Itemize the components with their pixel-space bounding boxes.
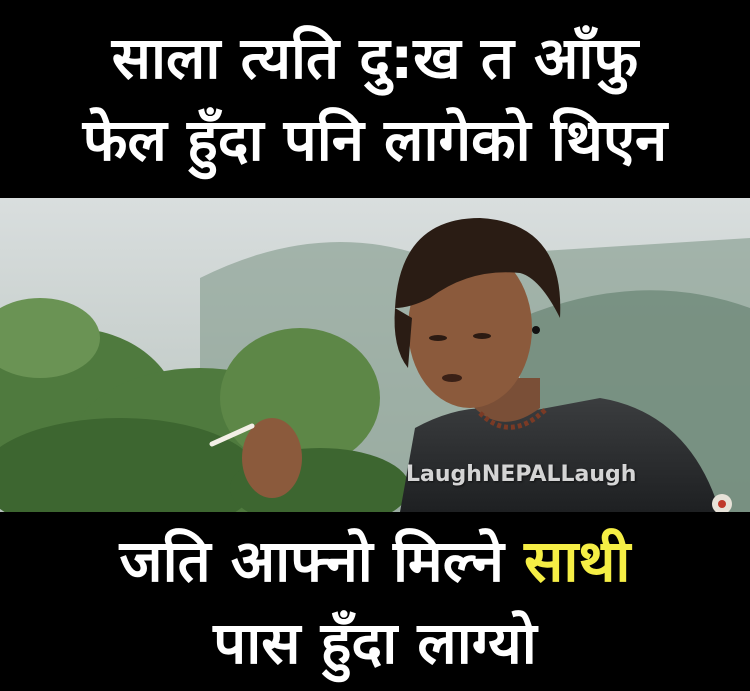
top-caption-line-2: फेल हुँदा पनि लागेको थिएन <box>82 106 668 174</box>
bottom-caption-line-2: पास हुँदा लाग्यो <box>213 608 537 677</box>
bottom-caption-line-1-text: जति आफ्नो मिल्ने <box>119 526 504 595</box>
watermark: LaughNEPALLaugh <box>406 462 637 487</box>
top-caption-line-1: साला त्यति दु:ख त आँफु <box>111 24 639 92</box>
bottom-caption <box>0 512 750 691</box>
bottom-caption-line-1 <box>120 520 631 602</box>
top-caption <box>0 0 750 198</box>
bottom-caption-highlight: साथी <box>524 526 631 595</box>
meme-photo <box>0 198 750 512</box>
